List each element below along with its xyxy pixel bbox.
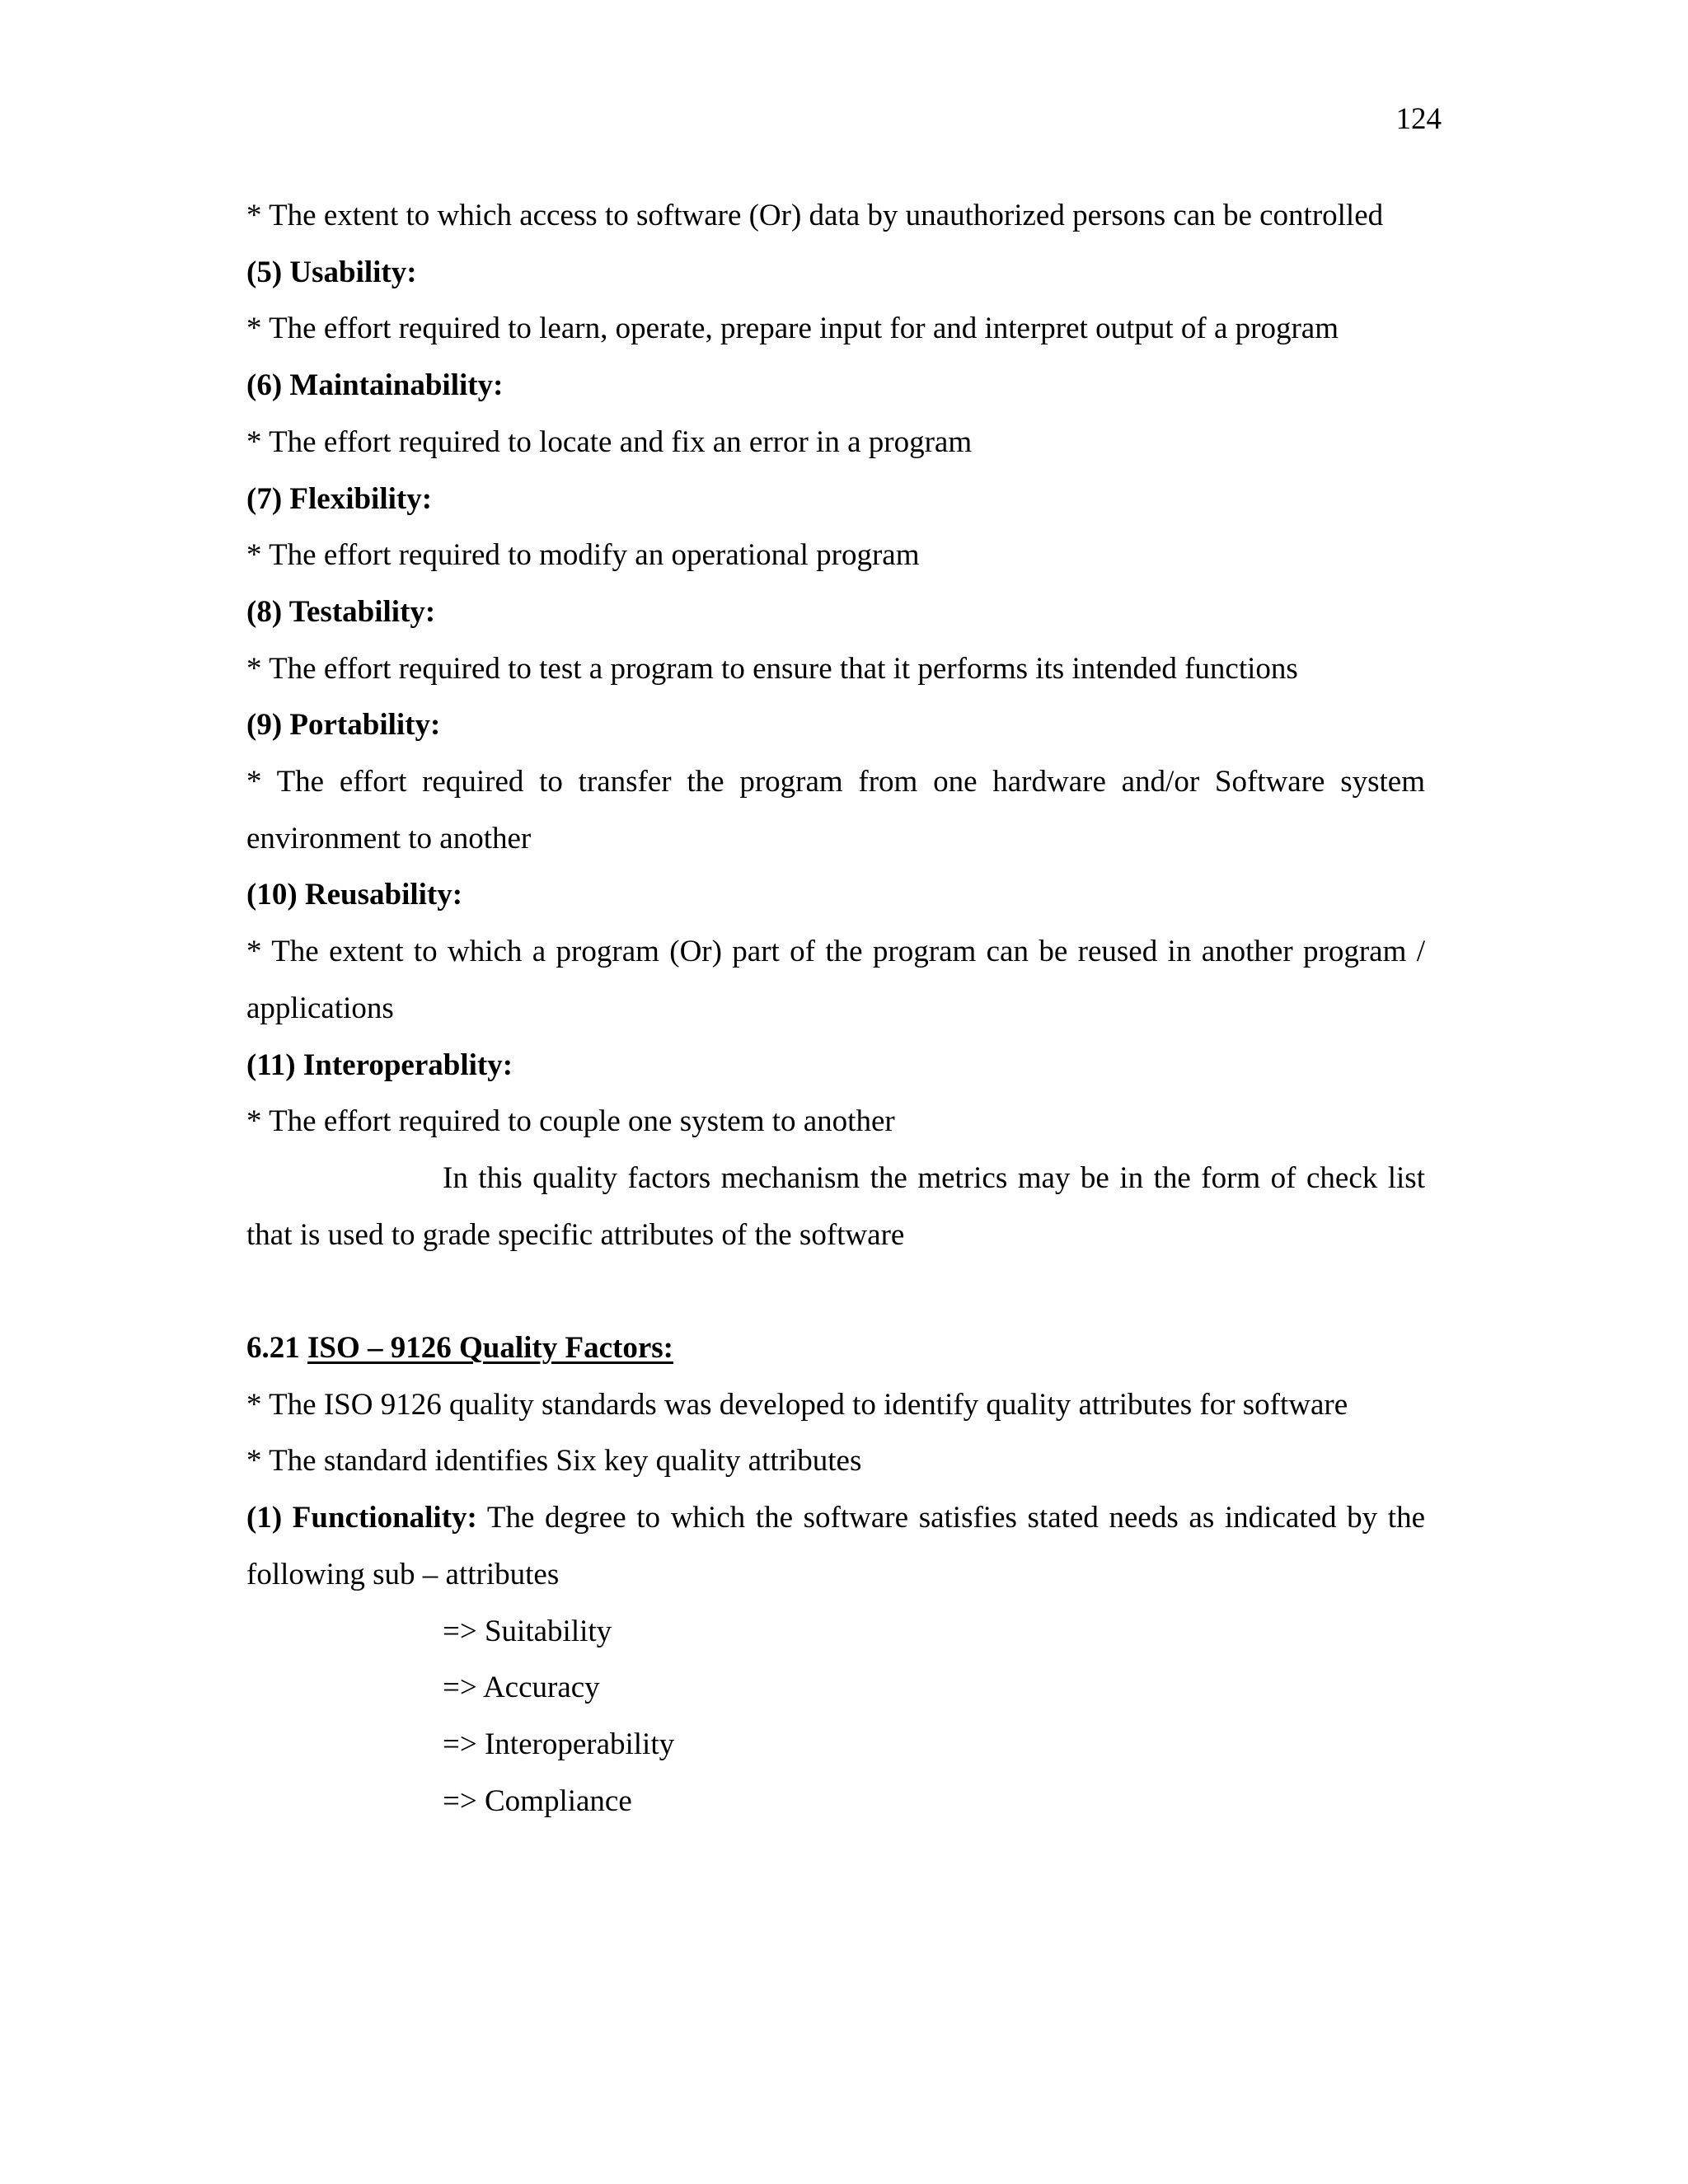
interoperability-description: * The effort required to couple one system to another: [246, 1104, 895, 1139]
testability-heading: (8) Testability:: [246, 594, 436, 629]
functionality-text: The degree to which the software satisfies stated needs as indicated by the following sub – attributes: [246, 1501, 1426, 1591]
sub-attribute-compliance: => Compliance: [443, 1783, 632, 1818]
section-heading: [246, 1320, 1425, 1377]
sub-attribute-interoperability: => Interoperability: [443, 1727, 675, 1761]
maintainability-description: * The effort required to locate and fix an error in a program: [246, 424, 973, 459]
testability-description: * The effort required to test a program to ensure that it performs its intended functions: [246, 651, 1298, 686]
reusability-description: * The extent to which a program (Or) part of the program can be reused in another program / applications: [246, 935, 1425, 1025]
iso-intro-2: * The standard identifies Six key quality attributes: [246, 1444, 862, 1479]
summary-paragraph: In this quality factors mechanism the metrics may be in the form of check list that is used to grade specific attributes of the software: [246, 1160, 1425, 1252]
portability-heading: (9) Portability:: [246, 708, 441, 743]
section-number: 6.21: [246, 1331, 300, 1366]
section-title: ISO – 9126 Quality Factors:: [307, 1331, 673, 1366]
flexibility-heading: (7) Flexibility:: [246, 481, 433, 516]
functionality-label: (1) Functionality:: [246, 1501, 477, 1535]
interoperability-heading: (11) Interoperablity:: [246, 1047, 513, 1082]
sub-attribute-accuracy: => Accuracy: [443, 1671, 600, 1705]
security-description: * The extent to which access to software (Or) data by unauthorized persons can be controlled: [246, 199, 1384, 232]
iso-intro-1: * The ISO 9126 quality standards was developed to identify quality attributes for software: [246, 1387, 1348, 1422]
sub-attribute-suitability: => Suitability: [443, 1614, 612, 1648]
flexibility-description: * The effort required to modify an operational program: [246, 538, 920, 573]
maintainability-heading: (6) Maintainability:: [246, 368, 504, 403]
usability-description: * The effort required to learn, operate, prepare input for and interpret output of a program: [246, 312, 1339, 346]
reusability-heading: (10) Reusability:: [246, 878, 463, 912]
page-content: [246, 188, 1425, 1830]
page-number: 124: [1395, 102, 1442, 136]
portability-description: * The effort required to transfer the program from one hardware and/or Software system environment to another: [246, 765, 1425, 855]
usability-heading: (5) Usability:: [246, 255, 417, 289]
functionality-paragraph: [246, 1490, 1425, 1603]
